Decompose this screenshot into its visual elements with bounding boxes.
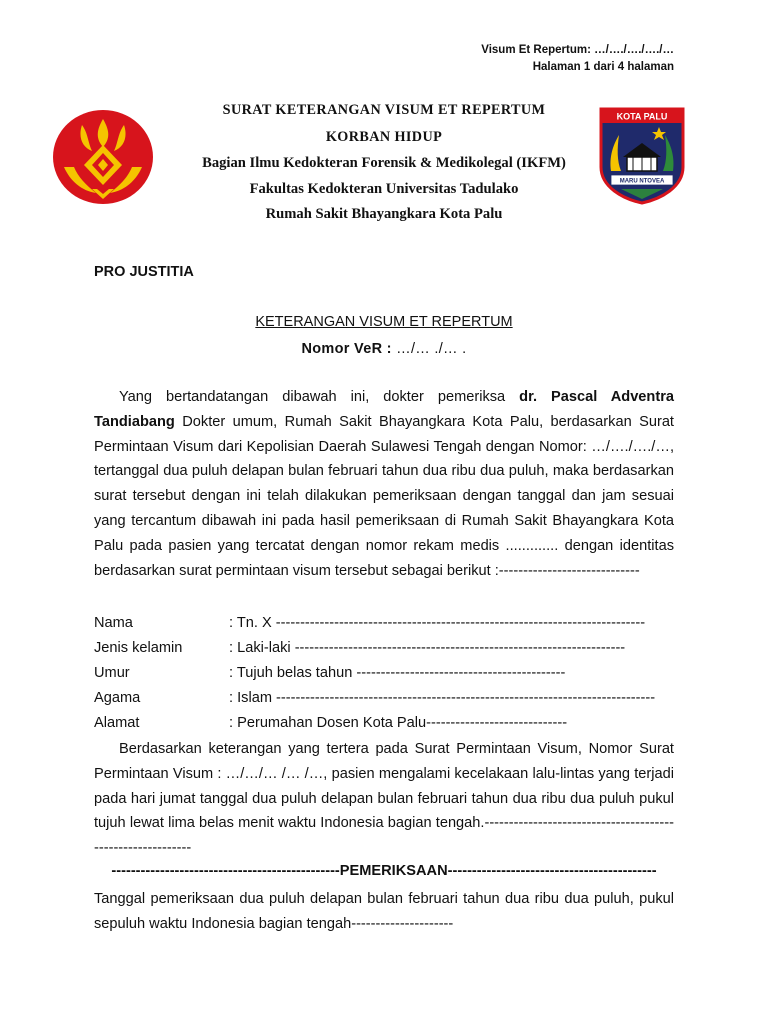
document-title: KETERANGAN VISUM ET REPERTUM — [255, 314, 513, 330]
identity-value: : Perumahan Dosen Kota Palu----------------------------- — [229, 715, 568, 731]
identity-row-address — [94, 715, 674, 731]
header-department: Bagian Ilmu Kedokteran Forensik & Medikolegal (IKFM) — [202, 155, 566, 171]
identity-row-religion — [94, 690, 674, 706]
identity-label: Alamat — [94, 715, 140, 731]
intro-paragraph — [94, 385, 674, 583]
identity-value: : Tn. X ---------------------------------------------------------------------------- — [229, 615, 646, 631]
intro-text: Yang bertandatangan dibawah ini, dokter pemeriksa — [119, 389, 520, 405]
examination-paragraph: Tanggal pemeriksaan dua puluh delapan bulan februari tahun dua ribu dua puluh, pukul sepuluh waktu Indonesia bagian tengah--------------------- — [94, 891, 674, 932]
section-heading-pemeriksaan: -----------------------------------------------PEMERIKSAAN------------------------------------------- — [111, 863, 657, 879]
identity-value: : Tujuh belas tahun ------------------------------------------- — [229, 665, 566, 681]
header-title-line-2: KORBAN HIDUP — [325, 129, 443, 145]
doctor-name: dr. Pascal Adventra Tandiabang — [94, 389, 674, 430]
header-title-line-1: SURAT KETERANGAN VISUM ET REPERTUM — [222, 102, 546, 118]
identity-label: Jenis kelamin — [94, 640, 183, 656]
identity-row-gender — [94, 640, 674, 656]
ver-number-value: …/… ./… . — [396, 341, 467, 357]
incident-paragraph: Berdasarkan keterangan yang tertera pada Surat Permintaan Visum, Nomor Surat Permintaan Visum : …/…/… /… /…, pasien mengalami kecelakaan lalu-lintas yang terjadi pada hari jumat tanggal dua puluh delapan bulan februari tahun dua ribu dua puluh pukul tujuh lewat lima belas menit waktu Indonesia bagian tengah.----------------------------------------------------------- — [94, 741, 674, 857]
page-indicator: Halaman 1 dari 4 halaman — [532, 61, 674, 73]
identity-label: Umur — [94, 665, 130, 681]
emblem-ribbon-text: MARU NTOVEA — [619, 178, 665, 185]
visum-number-line: Visum Et Repertum: …/…./…./…./… — [481, 44, 674, 56]
ver-number-label: Nomor VeR : — [301, 341, 397, 357]
header-faculty: Fakultas Kedokteran Universitas Tadulako — [249, 181, 519, 197]
identity-row-age — [94, 665, 674, 681]
pro-justitia-label: PRO JUSTITIA — [94, 264, 194, 280]
identity-label: Nama — [94, 615, 133, 631]
intro-rest-text: Dokter umum, Rumah Sakit Bhayangkara Kota Palu, berdasarkan Surat Permintaan Visum dari Kepolisian Daerah Sulawesi Tengah dengan Nomor: …/…./…./…, tertanggal dua puluh delapan bulan februari tahun dua ribu dua puluh, maka berdasarkan surat tersebut dengan ini telah dilakukan pemeriksaan dengan tanggal dan jam sesuai yang tercantum dibawah ini pada hasil pemeriksaan di Rumah Sakit Bhayangkara Kota Palu pada pasien yang tercatat dengan nomor rekam medis ............. dengan identitas berdasarkan surat permintaan visum tersebut sebagai berikut :----------------------------- — [94, 413, 674, 579]
identity-value: : Laki-laki -------------------------------------------------------------------- — [229, 640, 626, 656]
ver-number — [0, 341, 768, 357]
header-hospital: Rumah Sakit Bhayangkara Kota Palu — [265, 206, 503, 222]
identity-label: Agama — [94, 690, 141, 706]
identity-row-name — [94, 615, 674, 631]
emblem-banner-text: KOTA PALU — [616, 111, 668, 122]
identity-value: : Islam ------------------------------------------------------------------------------ — [229, 690, 656, 706]
